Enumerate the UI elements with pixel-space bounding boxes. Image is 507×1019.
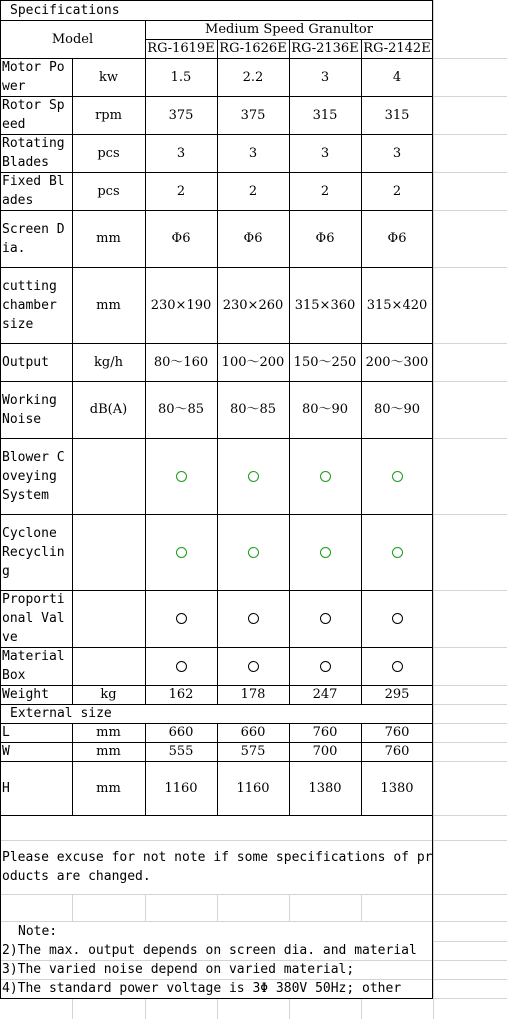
grid-line — [433, 685, 507, 686]
optional-circle-icon — [248, 661, 259, 672]
table-border — [0, 704, 433, 705]
spec-value: 295 — [384, 687, 410, 702]
table-border — [217, 39, 218, 704]
spec-value: Φ6 — [171, 231, 191, 246]
spec-value: 162 — [168, 687, 194, 702]
spec-label: Rotor Speed — [2, 98, 65, 132]
note-item: 2)The max. output depends on screen dia. and material — [2, 943, 417, 958]
size-value: 1380 — [308, 780, 342, 796]
spec-value: 1.5 — [170, 69, 192, 85]
grid-line — [433, 761, 507, 762]
spec-value: 3 — [248, 145, 258, 161]
standard-circle-icon — [248, 547, 259, 558]
grid-line — [433, 840, 507, 841]
standard-circle-icon — [392, 471, 403, 482]
spec-value: 2 — [320, 183, 330, 199]
spec-mark — [145, 514, 217, 590]
spec-label: Fixed Blades — [2, 174, 65, 208]
spec-mark — [145, 438, 217, 514]
spec-mark — [145, 647, 217, 685]
group-header: Medium Speed Granultor — [205, 22, 373, 37]
size-unit: mm — [96, 725, 121, 740]
optional-circle-icon — [392, 613, 403, 624]
spec-value: 2 — [248, 183, 258, 199]
grid-line — [433, 998, 507, 999]
spec-value: 150～250 — [293, 354, 357, 370]
spec-value: Φ6 — [315, 231, 335, 246]
model-header: Model — [51, 31, 94, 47]
spec-value: 3 — [176, 145, 186, 161]
title: Specifications — [10, 2, 120, 18]
spec-label: Blower Coveying System — [2, 449, 65, 503]
table-border — [289, 39, 290, 704]
note-item: 4)The standard power voltage is 3Φ 380V 50Hz; other — [2, 981, 402, 996]
spec-unit: pcs — [97, 145, 120, 161]
table-border — [432, 0, 433, 998]
spec-value: 315×420 — [366, 297, 428, 313]
size-unit: mm — [96, 780, 121, 796]
grid-line — [433, 210, 507, 211]
spec-label: Proportional Valve — [2, 592, 65, 645]
grid-line — [433, 921, 507, 922]
optional-circle-icon — [176, 613, 187, 624]
grid-line — [145, 998, 146, 1019]
spec-mark — [145, 590, 217, 647]
size-label: H — [2, 780, 10, 796]
spec-value: 375 — [240, 107, 266, 123]
spec-value: 100～200 — [221, 354, 285, 370]
spec-unit — [72, 647, 145, 685]
grid-line — [433, 134, 507, 135]
grid-line — [217, 998, 218, 1019]
spec-value: 2 — [392, 183, 402, 199]
grid-line — [433, 979, 507, 980]
standard-circle-icon — [392, 547, 403, 558]
standard-circle-icon — [176, 547, 187, 558]
spec-label: Working Noise — [2, 392, 57, 427]
table-border — [0, 815, 433, 816]
size-value: 760 — [312, 725, 338, 740]
spec-value: 230×260 — [222, 297, 284, 313]
spec-unit: pcs — [97, 183, 120, 199]
size-value: 760 — [384, 725, 410, 740]
optional-circle-icon — [176, 661, 187, 672]
table-border — [145, 20, 146, 704]
table-border — [217, 723, 218, 815]
spec-value: 80～160 — [153, 354, 209, 370]
grid-line — [217, 894, 218, 921]
standard-circle-icon — [248, 471, 259, 482]
table-border — [361, 723, 362, 815]
spec-mark — [217, 514, 289, 590]
spec-value: 80～85 — [229, 402, 277, 417]
spec-value: 2.2 — [242, 69, 264, 85]
spec-unit: rpm — [95, 107, 122, 123]
model-name: RG-2142E — [363, 41, 431, 56]
table-border — [0, 20, 433, 21]
spec-value: 80～90 — [373, 402, 421, 417]
spec-unit: kg — [100, 687, 117, 702]
table-border — [145, 723, 146, 815]
spec-value: 80～90 — [301, 402, 349, 417]
spec-mark — [289, 514, 361, 590]
table-border — [361, 39, 362, 704]
spec-mark — [289, 647, 361, 685]
grid-line — [433, 343, 507, 344]
grid-line — [433, 58, 507, 59]
grid-line — [361, 998, 362, 1019]
spec-label: cutting chamber size — [2, 278, 57, 332]
spec-mark — [361, 647, 433, 685]
optional-circle-icon — [320, 613, 331, 624]
table-border — [0, 998, 433, 999]
spec-mark — [289, 438, 361, 514]
size-value: 1160 — [164, 780, 198, 796]
table-border — [0, 0, 433, 1]
size-label: L — [2, 725, 10, 740]
spec-unit — [72, 438, 145, 514]
spec-value: 3 — [320, 145, 330, 161]
model-name: RG-2136E — [291, 41, 359, 56]
spec-label: Output — [2, 354, 49, 370]
grid-line — [433, 172, 507, 173]
spec-mark — [217, 438, 289, 514]
optional-circle-icon — [320, 661, 331, 672]
size-value: 575 — [240, 744, 266, 759]
grid-line — [433, 96, 507, 97]
spec-unit: kw — [98, 69, 118, 85]
spec-unit — [72, 590, 145, 647]
grid-line — [433, 381, 507, 382]
grid-line — [433, 704, 507, 705]
size-value: 1380 — [380, 780, 414, 796]
standard-circle-icon — [320, 471, 331, 482]
grid-line — [72, 998, 73, 1019]
spec-label: Weight — [2, 687, 49, 702]
spec-unit: mm — [96, 297, 121, 313]
grid-line — [433, 960, 507, 961]
grid-line — [433, 438, 507, 439]
spec-label: Cyclone Recycling — [2, 525, 65, 579]
optional-circle-icon — [248, 613, 259, 624]
spec-mark — [361, 590, 433, 647]
spec-unit — [72, 514, 145, 590]
grid-line — [433, 590, 507, 591]
grid-line — [433, 815, 507, 816]
external-size-title: External size — [10, 706, 112, 721]
spec-unit: mm — [96, 231, 121, 246]
spec-label: Material Box — [2, 649, 65, 683]
grid-line — [433, 941, 507, 942]
spec-value: 230×190 — [150, 297, 212, 313]
spec-value: 3 — [392, 145, 402, 161]
spec-label: Motor Power — [2, 60, 65, 94]
spec-value: 315 — [312, 107, 338, 123]
note-item: 3)The varied noise depend on varied material; — [2, 962, 355, 977]
grid-line — [361, 894, 362, 921]
spec-value: 247 — [312, 687, 338, 702]
notes-title: Note: — [18, 923, 58, 939]
size-value: 555 — [168, 744, 194, 759]
spec-unit: dB(A) — [89, 402, 128, 417]
size-value: 700 — [312, 744, 338, 759]
spec-value: 3 — [320, 69, 330, 85]
grid-line — [433, 514, 507, 515]
spec-label: Screen Dia. — [2, 221, 65, 256]
table-border — [72, 723, 73, 815]
size-unit: mm — [96, 744, 121, 759]
spec-value: 4 — [392, 69, 402, 85]
size-value: 660 — [168, 725, 194, 740]
spec-value: 315×360 — [294, 297, 356, 313]
spec-value: Φ6 — [387, 231, 407, 246]
standard-circle-icon — [320, 547, 331, 558]
table-border — [0, 0, 1, 998]
size-label: W — [2, 744, 10, 759]
spec-label: Rotating Blades — [2, 136, 65, 170]
table-border — [72, 58, 73, 704]
spec-value: 375 — [168, 107, 194, 123]
grid-line — [433, 267, 507, 268]
grid-line — [72, 894, 73, 921]
spec-value: 315 — [384, 107, 410, 123]
grid-line — [433, 647, 507, 648]
spec-mark — [361, 514, 433, 590]
size-value: 660 — [240, 725, 266, 740]
size-value: 760 — [384, 744, 410, 759]
spec-value: 178 — [240, 687, 266, 702]
spec-mark — [217, 647, 289, 685]
model-name: RG-1626E — [219, 41, 287, 56]
grid-line — [289, 998, 290, 1019]
spec-value: 2 — [176, 183, 186, 199]
spec-mark — [361, 438, 433, 514]
standard-circle-icon — [176, 471, 187, 482]
optional-circle-icon — [392, 661, 403, 672]
spec-mark — [289, 590, 361, 647]
grid-line — [433, 894, 507, 895]
grid-line — [289, 894, 290, 921]
spec-value: Φ6 — [243, 231, 263, 246]
grid-line — [145, 894, 146, 921]
spec-mark — [217, 590, 289, 647]
spec-unit: kg/h — [94, 354, 123, 370]
spec-value: 200～300 — [365, 354, 429, 370]
grid-line — [433, 0, 434, 1019]
grid-line — [433, 723, 507, 724]
spec-value: 80～85 — [157, 402, 205, 417]
grid-line — [433, 742, 507, 743]
table-border — [289, 723, 290, 815]
disclaimer: Please excuse for not note if some specifications of products are changed. — [2, 850, 433, 884]
size-value: 1160 — [236, 780, 270, 796]
model-name: RG-1619E — [147, 41, 215, 56]
